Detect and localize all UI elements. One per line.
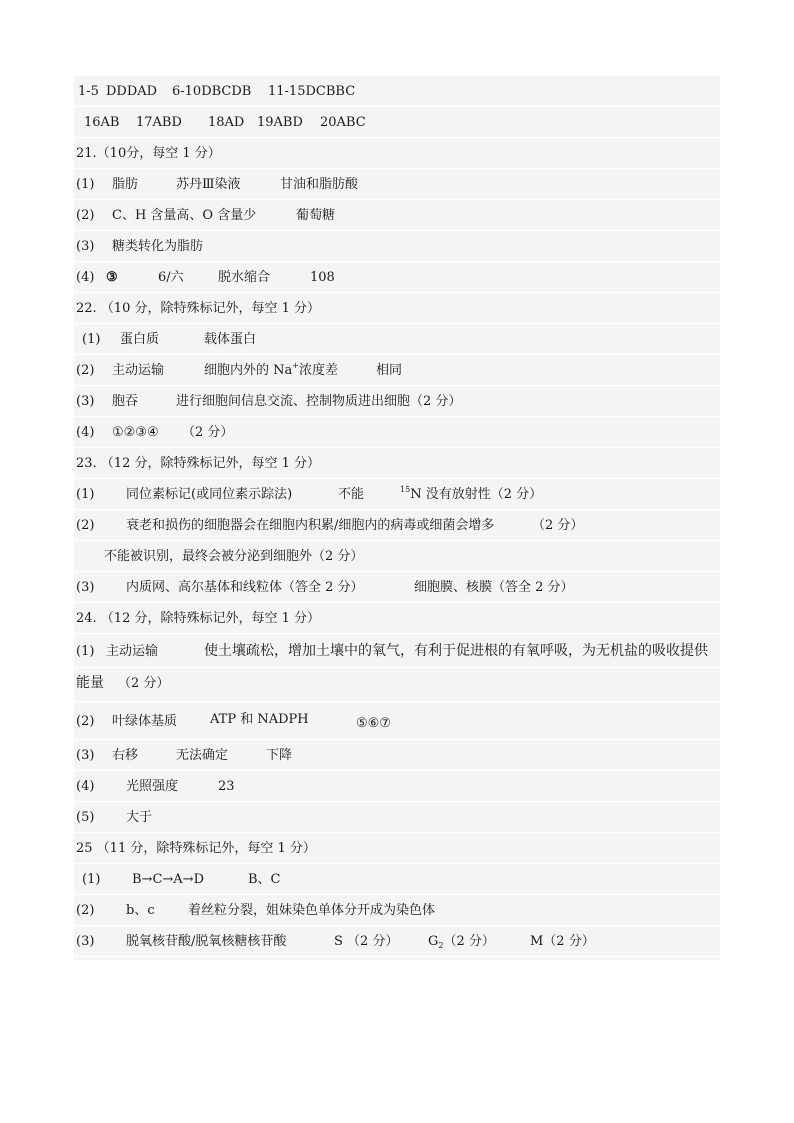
- q25-3-answer-b: S （2 分）: [334, 934, 399, 949]
- q22-4-number: (4): [76, 425, 95, 440]
- q25-2-number: (2): [76, 903, 95, 918]
- q24-row-3: [74, 740, 720, 771]
- q23-1-answer-c-text: N 没有放射性（2 分）: [410, 487, 543, 502]
- q24-4-answer-a: 光照强度: [126, 779, 179, 794]
- q23-1-answer-a: 同位素标记(或同位素示踪法): [126, 487, 293, 502]
- q22-row-1: [74, 324, 720, 355]
- q23-header: 23. （12 分，除特殊标记外，每空 1 分）: [76, 456, 321, 471]
- q24-row-1-cont: [74, 668, 720, 702]
- q22-3-number: (3): [76, 394, 95, 409]
- q24-4-answer-b: 23: [218, 779, 235, 794]
- mc-answer-19: 19ABD: [257, 115, 303, 130]
- q21-4-answer-b: 6/六: [158, 270, 184, 285]
- q21-row-2: [74, 200, 720, 231]
- q21-1-number: (1): [76, 177, 95, 192]
- mc-answers-6-10: 6-10DBCDB: [172, 84, 252, 99]
- q25-row-2: [74, 895, 720, 926]
- q21-header: 21.（10分，每空 1 分）: [76, 146, 221, 161]
- q23-row-2-cont: [74, 541, 720, 572]
- q25-3-answer-c: [428, 934, 495, 949]
- mc-answers-11-15: 11-15DCBBC: [268, 84, 356, 99]
- q23-3-answer-b: 细胞膜、核膜（答全 2 分）: [414, 580, 574, 595]
- q24-2-answer-b: ATP 和 NADPH: [210, 712, 309, 727]
- q24-header-row: [74, 603, 720, 634]
- q22-2-answer-b: [204, 363, 338, 378]
- mc-answer-16: 16AB: [84, 115, 120, 130]
- q22-row-4: [74, 417, 720, 448]
- q25-1-answer-a: B→C→A→D: [132, 872, 204, 887]
- q23-3-answer-a: 内质网、高尔基体和线粒体（答全 2 分）: [126, 580, 364, 595]
- q24-1-answer-b: 使土壤疏松，增加土壤中的氧气，有利于促进根的有氧呼吸，为无机盐的吸收提供: [204, 643, 708, 659]
- q22-2-answer-a: 主动运输: [112, 363, 165, 378]
- q21-4-answer-c: 脱水缩合: [218, 270, 271, 285]
- q24-3-number: (3): [76, 748, 95, 763]
- q25-3-answer-c-score: （2 分）: [443, 934, 495, 949]
- q21-2-number: (2): [76, 208, 95, 223]
- q22-3-answer-b: 进行细胞间信息交流、控制物质进出细胞（2 分）: [176, 394, 462, 409]
- q25-3-answer-d: M（2 分）: [530, 934, 595, 949]
- q24-row-2: [74, 702, 720, 740]
- q22-header: 22. （10 分，除特殊标记外，每空 1 分）: [76, 301, 321, 316]
- mc-row-2: [74, 107, 720, 138]
- q24-row-1: [74, 634, 720, 668]
- q24-3-answer-c: 下降: [266, 748, 293, 763]
- q24-1-answer-a: 主动运输: [106, 644, 159, 659]
- q23-2-number: (2): [76, 518, 95, 533]
- q25-3-answer-a: 脱氧核苷酸/脱氧核糖核苷酸: [126, 934, 287, 949]
- q21-4-number: (4): [76, 270, 95, 285]
- q24-1-answer-cont: 能量: [76, 675, 104, 691]
- q25-1-answer-b: B、C: [248, 872, 281, 887]
- q21-row-1: [74, 169, 720, 200]
- q22-1-answer-a: 蛋白质: [120, 332, 160, 347]
- q24-row-4: [74, 771, 720, 802]
- q21-4-answer-a: ③: [106, 270, 118, 285]
- q24-2-answer-c: ⑤⑥⑦: [356, 716, 391, 731]
- mc-range-1-5: 1-5: [78, 84, 99, 99]
- q23-1-number: (1): [76, 487, 95, 502]
- mc-answer-20: 20ABC: [320, 115, 366, 130]
- q23-2-answer-b: （2 分）: [532, 518, 584, 533]
- q24-5-answer-a: 大于: [126, 810, 153, 825]
- mc-answers-1-5: DDDAD: [106, 84, 158, 99]
- q25-row-3: [74, 926, 720, 957]
- mc-answer-17: 17ABD: [136, 115, 182, 130]
- answer-sheet: [74, 76, 720, 960]
- mc-answer-18: 18AD: [208, 115, 245, 130]
- q22-1-answer-b: 载体蛋白: [204, 332, 257, 347]
- q23-1-answer-b: 不能: [338, 487, 365, 502]
- q24-4-number: (4): [76, 779, 95, 794]
- q22-2-answer-b-text: 细胞内外的 Na: [204, 363, 293, 378]
- q25-1-number: (1): [82, 872, 101, 887]
- q24-3-answer-a: 右移: [112, 748, 139, 763]
- q22-row-3: [74, 386, 720, 417]
- q25-3-number: (3): [76, 934, 95, 949]
- q23-2-answer-a: 衰老和损伤的细胞器会在细胞内积累/细胞内的病毒或细菌会增多: [126, 518, 495, 533]
- q22-2-answer-b-sup: +: [292, 361, 299, 370]
- q21-1-answer-a: 脂肪: [112, 177, 139, 192]
- q24-row-5: [74, 802, 720, 833]
- q21-3-answer-a: 糖类转化为脂肪: [112, 239, 204, 254]
- q22-2-number: (2): [76, 363, 95, 378]
- q24-1-answer-cont-score: （2 分）: [118, 676, 170, 691]
- q24-5-number: (5): [76, 810, 95, 825]
- q25-2-answer-b: 着丝粒分裂，姐妹染色单体分开成为染色体: [188, 903, 436, 918]
- q24-3-answer-b: 无法确定: [176, 748, 229, 763]
- q24-2-answer-a: 叶绿体基质: [112, 714, 178, 729]
- q25-row-1: [74, 864, 720, 895]
- q24-1-number: (1): [76, 644, 95, 659]
- q25-3-answer-c-text: G: [428, 934, 439, 949]
- q22-2-answer-c: 相同: [376, 363, 403, 378]
- q23-3-number: (3): [76, 580, 95, 595]
- q22-1-number: (1): [82, 332, 101, 347]
- q21-2-answer-a: C、H 含量高、O 含量少: [112, 208, 257, 223]
- q25-2-answer-a: b、c: [126, 903, 155, 918]
- q23-1-answer-c-sup: 15: [400, 485, 411, 494]
- q23-2-answer-cont: 不能被识别，最终会被分泌到细胞外（2 分）: [104, 549, 364, 564]
- q21-header-row: [74, 138, 720, 169]
- q23-header-row: [74, 448, 720, 479]
- q21-1-answer-b: 苏丹Ⅲ染液: [176, 177, 241, 192]
- q22-4-answer-a: ①②③④: [112, 425, 159, 440]
- q23-1-answer-c: [400, 487, 542, 502]
- q23-row-1: [74, 479, 720, 510]
- q22-4-answer-b: （2 分）: [182, 425, 234, 440]
- q23-row-2: [74, 510, 720, 541]
- q25-header-row: [74, 833, 720, 864]
- q24-2-number: (2): [76, 714, 95, 729]
- q21-row-4: [74, 262, 720, 293]
- q24-header: 24. （12 分，除特殊标记外，每空 1 分）: [76, 611, 321, 626]
- q21-3-number: (3): [76, 239, 95, 254]
- q25-3-answer-c-sub: 2: [438, 941, 444, 950]
- q21-row-3: [74, 231, 720, 262]
- q22-2-answer-b-text-2: 浓度差: [298, 363, 338, 378]
- q21-1-answer-c: 甘油和脂肪酸: [280, 177, 359, 192]
- q23-row-3: [74, 572, 720, 603]
- q22-3-answer-a: 胞吞: [112, 394, 139, 409]
- q21-2-answer-b: 葡萄糖: [296, 208, 336, 223]
- mc-row-1: [74, 76, 720, 107]
- q25-header: 25 （11 分，除特殊标记外，每空 1 分）: [76, 841, 316, 856]
- q21-4-answer-d: 108: [310, 270, 335, 285]
- q22-header-row: [74, 293, 720, 324]
- q22-row-2: [74, 355, 720, 386]
